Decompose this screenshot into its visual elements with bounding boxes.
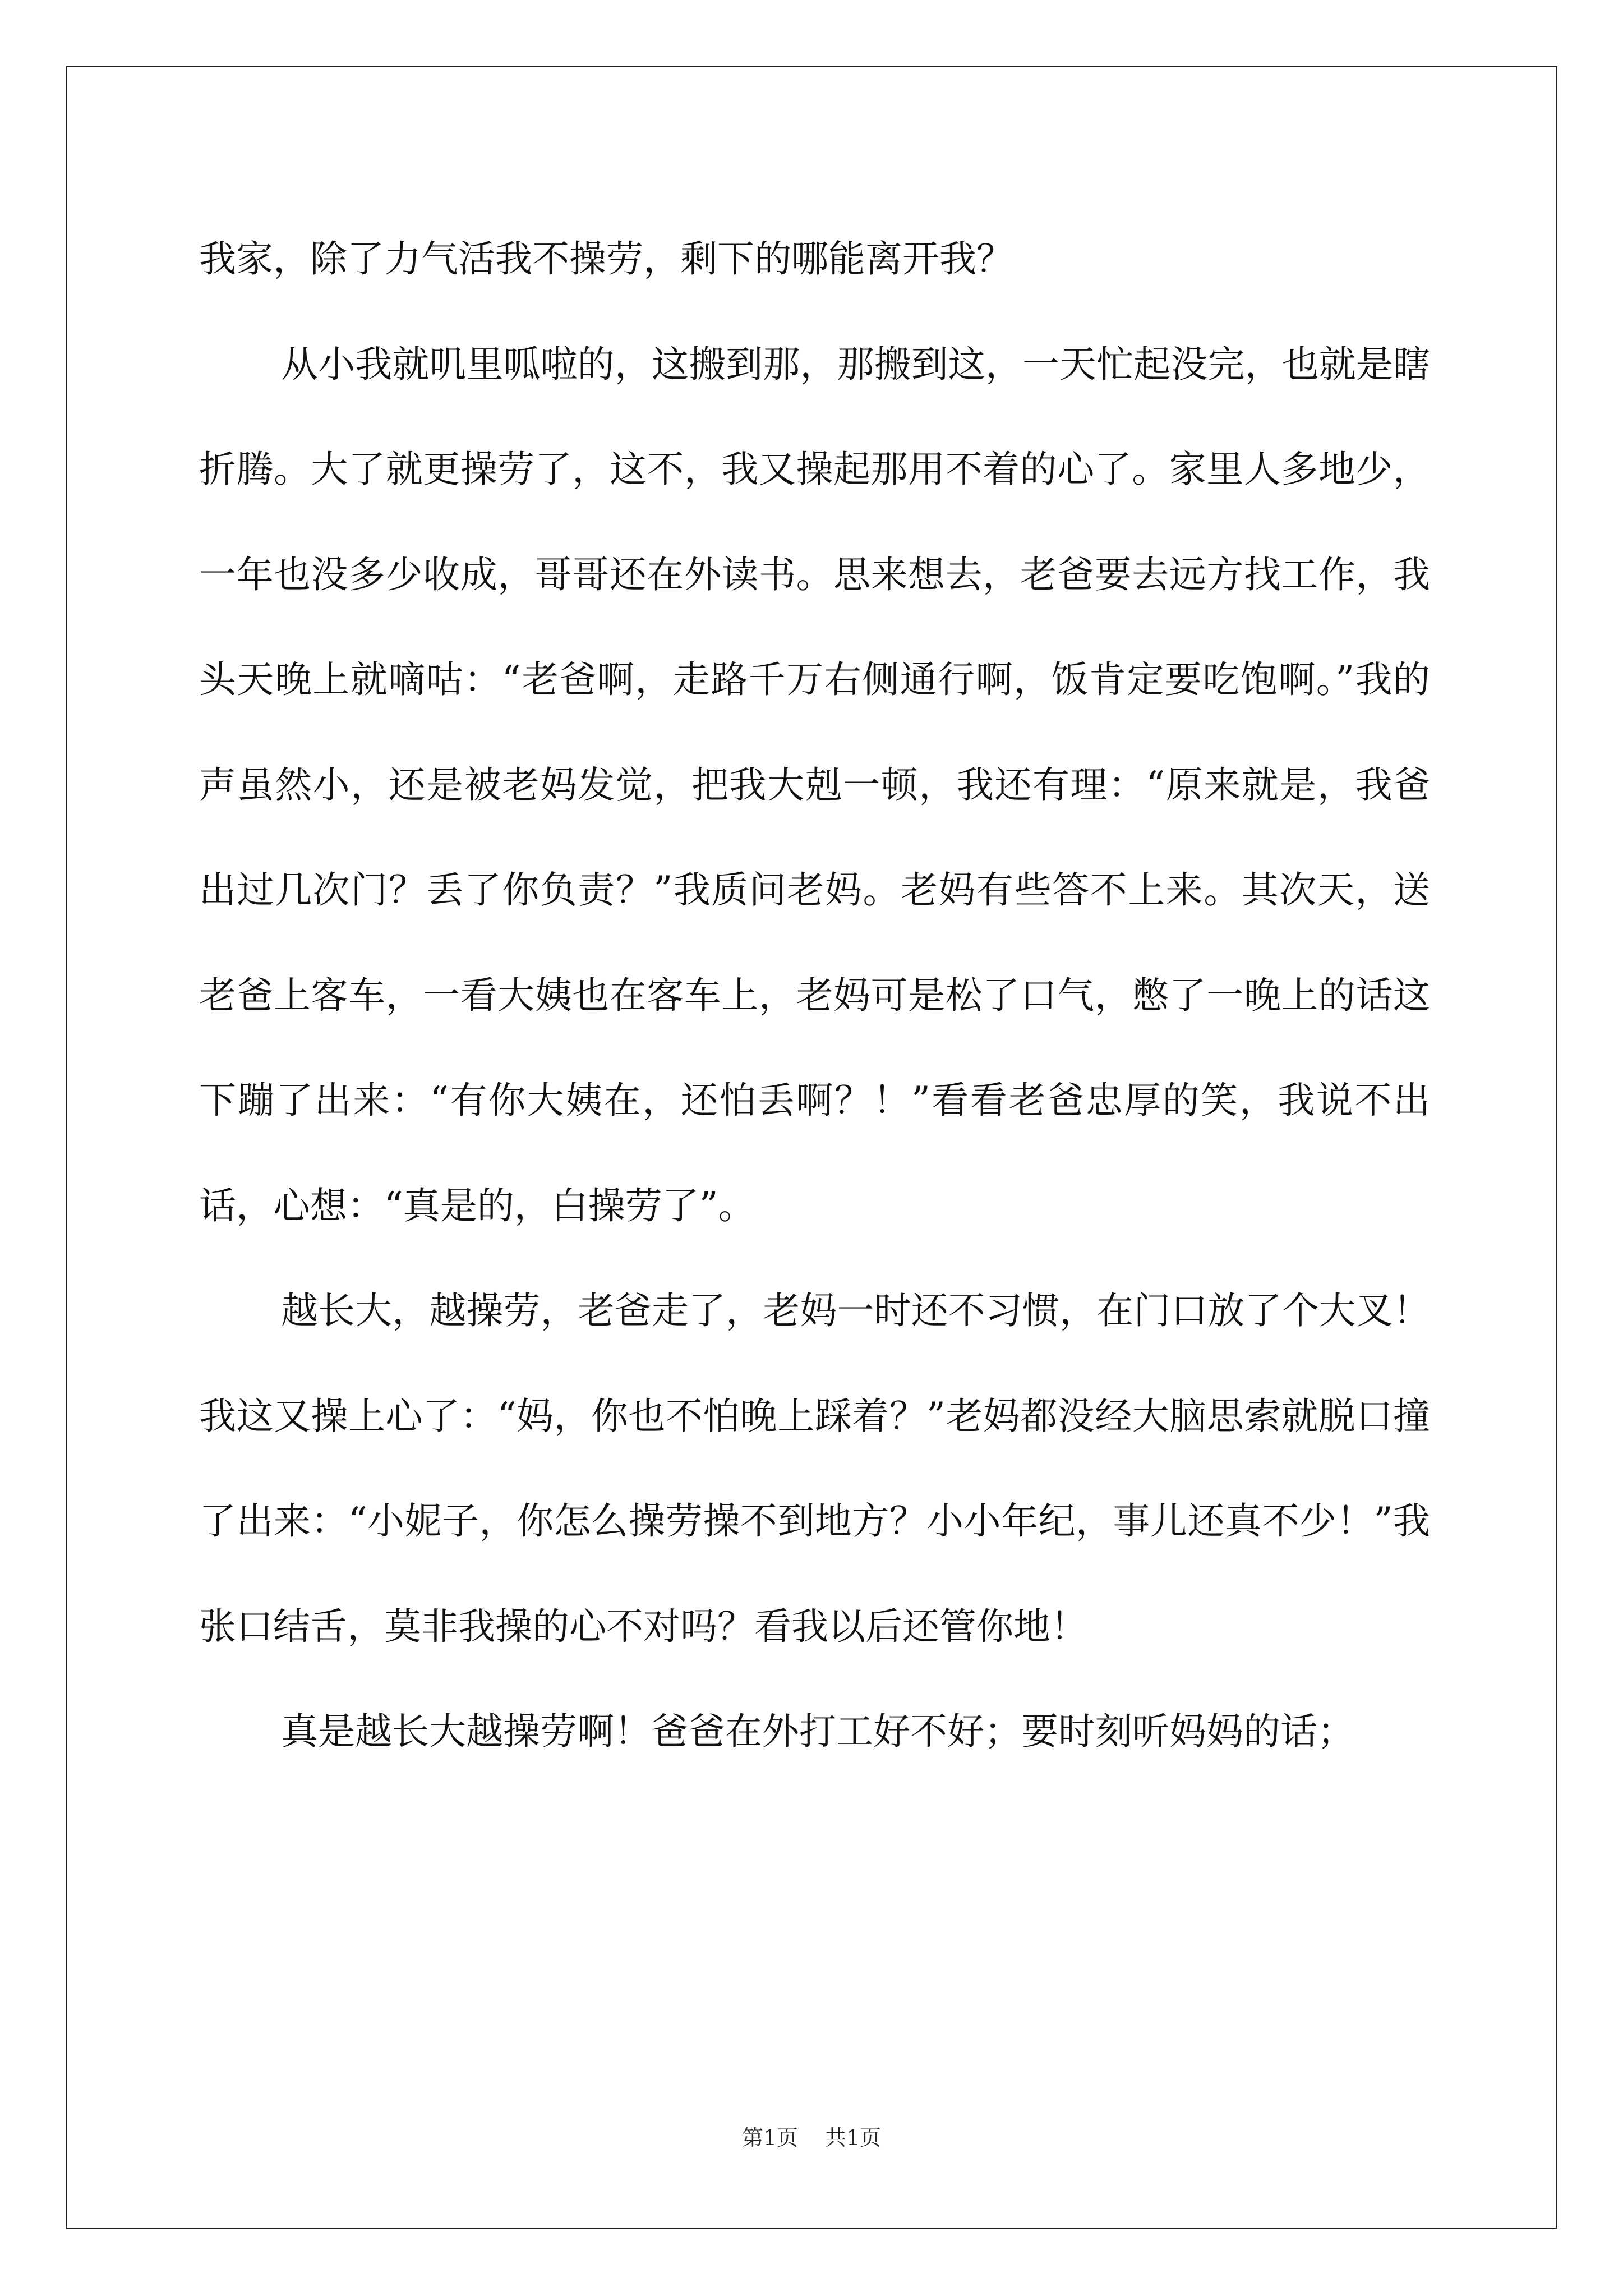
document-body <box>199 206 1430 1784</box>
paragraph: 从小我就叽里呱啦的，这搬到那，那搬到这，一天忙起没完，也就是瞎折腾。大了就更操劳了，这不，我又操起那用不着的心了。家里人多地少，一年也没多少收成，哥哥还在外读书。思来想去，老爸要去远方找工作，我头天晚上就嘀咕：“老爸啊，走路千万右侧通行啊，饭肯定要吃饱啊。”我的声虽然小，还是被老妈发觉，把我大剋一顿，我还有理：“原来就是，我爸出过几次门？丢了你负责？”我质问老妈。老妈有些答不上来。其次天，送老爸上客车，一看大姨也在客车上，老妈可是松了口气，憋了一晚上的话这下蹦了出来：“有你大姨在，还怕丢啊？！”看看老爸忠厚的笑，我说不出话，心想：“真是的，白操劳了”。 <box>199 342 1430 1227</box>
paragraph: 真是越长大越操劳啊！爸爸在外打工好不好；要时刻听妈妈的话； <box>281 1710 1354 1753</box>
paragraph-continuation: 我家，除了力气活我不操劳，剩下的哪能离开我？ <box>199 237 1013 280</box>
page-footer <box>0 2120 1623 2151</box>
page-number-current: 第1页 <box>741 2125 798 2150</box>
paragraph: 越长大，越操劳，老爸走了，老妈一时还不习惯，在门口放了个大叉！我这又操上心了：“妈，你也不怕晚上踩着？”老妈都没经大脑思索就脱口撞了出来：“小妮子，你怎么操劳操不到地方？小小年纪，事儿还真不少！”我张口结舌，莫非我操的心不对吗？看我以后还管你地！ <box>199 1289 1430 1648</box>
page-number-total: 共1页 <box>825 2125 882 2150</box>
